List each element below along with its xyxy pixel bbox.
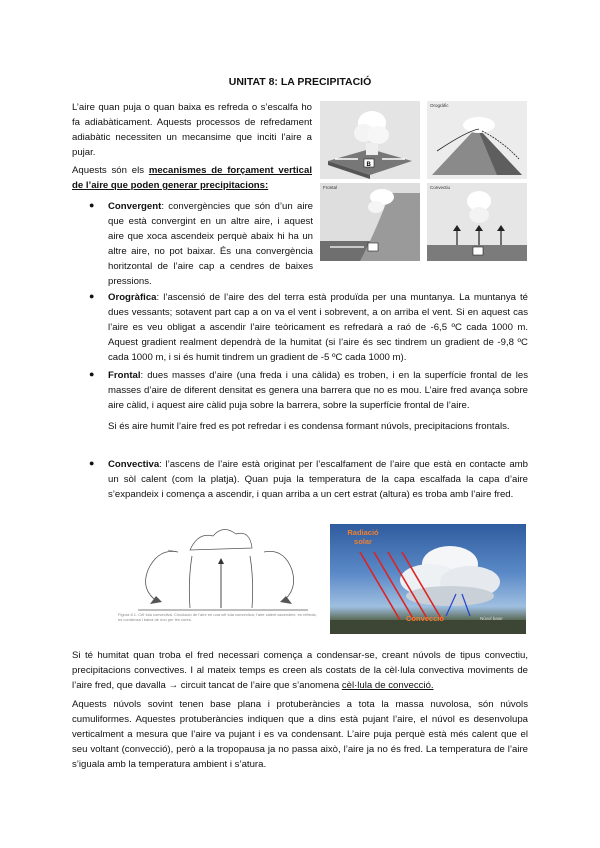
mechanisms-heading [72, 163, 312, 193]
convective-illustration [427, 183, 527, 261]
text-orografica: : l’ascensió de l’aire des del terra està produïda per una muntanya. La muntanya té dues vessants; sotavent part cap a on va el vent i sobrevent, a on arriba el vent. Si en aquest cas l’aire es veu obligat a ascendir l’aire teòricament es refredarà a raó de -6,5 ºC cada 1000 m. Aquest gradient realment dependrà de la humitat (si l’aire és sec tindrem un gradient de -9,8 ºC cada 1000 m, i si és humit tindrem un gradient de -5 ºC cada 1000 m). [108, 292, 528, 363]
frontal-extra: Si és aire humit l’aire fred es pot refredar i es condensa formant núvols, precipitacions frontals. [108, 421, 510, 432]
figure-caption: Figura 8.1. Cèl·lula convectiva. Circulació de l’aire en una cèl·lula convectiva; l’aire calent ascendeix, es refreda, es condensa i baixa de nou per les vores. [118, 612, 317, 622]
para1-underlined: cèl·lula de convecció. [341, 680, 434, 691]
bullet-dot: ● [89, 291, 95, 301]
frontal-drawing [320, 183, 420, 261]
convergent-drawing [320, 101, 420, 179]
convection-photo [330, 524, 526, 634]
mechanisms-lead: Aquests són els [72, 165, 149, 176]
convective-cell-paragraph [72, 648, 528, 693]
convection-label: Convecció [406, 614, 444, 623]
cloud-base-label: Núvol base [480, 616, 503, 621]
para1-text: Si té humitat quan troba el fred necessari comença a condensar-se, creant núvols de tipus convectiu, precipitacions convectives. I al mateix temps es creen als costats de la cèl·lula convectiva moviments de l’aire fred, que davalla → circuit tancat de l’aire que s’anomena [72, 650, 528, 691]
term-convectiva: Convectiva [108, 459, 160, 470]
bullet-convectiva [108, 457, 528, 502]
page-title: UNITAT 8: LA PRECIPITACIÓ [228, 76, 372, 88]
convergent-illustration [320, 101, 420, 179]
bullet-dot: ● [89, 200, 95, 210]
orographic-label: Orogràfic [430, 103, 449, 108]
mechanisms-underlined: mecanismes de forçament vertical de l’aire que poden generar precipitacions: [72, 165, 312, 191]
frontal-label: Frontal [323, 185, 338, 190]
radiation-label: Radiació solar [347, 528, 379, 546]
intro-paragraph: L’aire quan puja o quan baixa es refreda o s’escalfa ho fa adiabàticament. Aquests processos de refredament adiabàtic necessiten un mecansime que inciti l’aire a pujar. [72, 102, 312, 158]
bullet-frontal [108, 368, 528, 413]
cumuliform-paragraph: Aquests núvols sovint tenen base plana i protuberàncies a tota la massa nuvolosa, són núvols cumuliformes. Aquestes protuberàncies indiquen que a dins està pujant l’aire, el núvol es desenvolupa verticalment a mesura que l’aire va pujant i es va condensant. L’aire puja perquè està més calent que el seu voltant (convecció), però a la tropopausa ja no passa això, l’aire ja no és fred. La temperatura de l’aire s’iguala amb la temperatura ambient i s’atura. [72, 699, 528, 770]
bullet-dot: ● [89, 458, 95, 468]
orographic-illustration [427, 101, 527, 179]
text-convergent: : convergències que són d’un aire que està convergint en un altre aire, i aquest aire que xoca ascendeix perquè abaix hi ha un altre aire, no pot baixar. És una convergència horitzontal de l’aire cap a cendres de baixes pressions. [108, 201, 313, 287]
marker-b: B [366, 162, 371, 168]
text-convectiva: : l’ascens de l’aire està originat per l’escalfament de l’aire que està en contacte amb un sòl calent (com la platja). Quan puja la temperatura de la capa escalfada la capa d’aire s’expandeix i comença a ascendir, i quan arriba a un cert estrat (altura) es troba amb l’aire fred. [108, 459, 528, 500]
convective-label: Convectiu [430, 185, 451, 190]
term-orografica: Orogràfica [108, 292, 157, 303]
orographic-drawing [427, 101, 527, 179]
convective-cell-diagram [118, 520, 318, 640]
bullet-dot: ● [89, 369, 95, 379]
term-frontal: Frontal [108, 370, 141, 381]
convective-drawing [427, 183, 527, 261]
convective-cell-drawing [118, 520, 318, 620]
term-convergent: Convergent [108, 201, 162, 212]
bullet-orografica [108, 290, 528, 365]
frontal-illustration [320, 183, 420, 261]
bullet-convergent [108, 199, 313, 289]
text-frontal: : dues masses d’aire (una freda i una càlida) es troben, i en la superfície frontal de les masses d’aire de diferent densitat es genera una barrera que no es mou. L’aire fred avança sobre aire càlid, i aquest aire càlid puja sobre la barrera, sobre la superfície frontal de l’aire. [108, 370, 528, 411]
